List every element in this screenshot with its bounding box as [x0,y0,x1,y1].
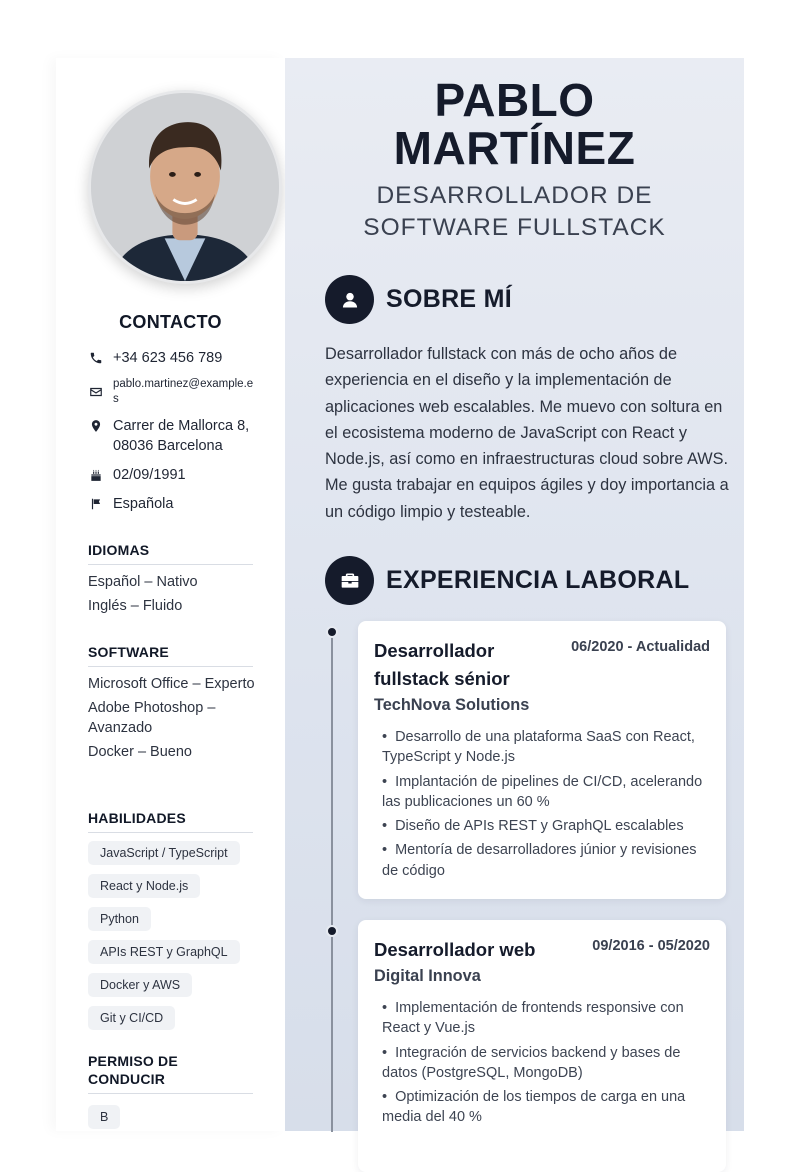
birthdate-text: 02/09/1991 [113,467,186,483]
license-chip: B [88,1105,120,1129]
skills-heading: HABILIDADES [88,809,253,833]
timeline-dot [326,925,338,937]
skill-chip: Docker y AWS [88,973,192,997]
experience-section-header [325,556,689,605]
job-card [358,621,726,899]
contact-address [88,416,256,456]
role-line-2: SOFTWARE FULLSTACK [363,214,666,241]
languages-list [88,572,256,620]
job-bullet: • Implementación de frontends responsive con React y Vue.js [382,1000,684,1037]
job-card [358,920,726,1172]
job-company: Digital Innova [374,967,481,985]
job-role [285,180,744,244]
experience-heading: EXPERIENCIA LABORAL [386,566,690,594]
skill-chip: Git y CI/CD [88,1006,175,1030]
job-dates: 06/2020 - Actualidad [571,639,710,655]
briefcase-icon [325,556,374,605]
job-bullet: • Mentoría de desarrolladores júnior y revisiones de código [382,842,697,879]
software-item: Docker – Bueno [88,744,192,760]
job-bullets [374,727,710,881]
about-section-header [325,275,512,324]
job-bullet: • Diseño de APIs REST y GraphQL escalables [382,818,684,835]
about-heading: SOBRE MÍ [386,285,513,313]
nationality-text: Española [113,496,174,512]
timeline-line [331,632,333,1132]
mail-icon [88,377,104,407]
timeline-dot [326,626,338,638]
contact-birthdate [88,465,256,485]
software-item: Microsoft Office – Experto [88,676,255,692]
contact-email [88,377,256,407]
job-dates: 09/2016 - 05/2020 [592,938,710,954]
software-list [88,674,256,766]
sidebar [56,58,285,1131]
address-line-1: Carrer de Mallorca 8, [113,418,250,434]
job-bullet: • Implantación de pipelines de CI/CD, acelerando las publicaciones un 60 % [382,773,703,810]
address-text [113,416,249,456]
job-title: Desarrollador web [374,939,536,960]
user-icon [325,275,374,324]
phone-text: +34 623 456 789 [113,350,223,366]
main-content [285,58,744,1131]
job-bullet: • Desarrollo de una plataforma SaaS con React, TypeScript y Node.js [382,729,695,766]
license-heading: PERMISO DE CONDUCIR [88,1052,253,1094]
skill-chip: JavaScript / TypeScript [88,841,240,865]
software-item: Adobe Photoshop – Avanzado [88,700,216,736]
location-pin-icon [88,416,104,436]
resume-page [56,58,744,1131]
address-line-2: 08036 Barcelona [113,438,223,454]
contact-heading: CONTACTO [119,312,222,332]
name-line-2: MARTÍNEZ [393,122,636,174]
email-text: pablo.martinez@example.es [113,378,254,405]
skill-chip: Python [88,907,151,931]
license-list [88,1105,263,1138]
about-text: Desarrollador fullstack con más de ocho años de experiencia en el diseño y la implementación de aplicaciones web escalables. Me muevo con soltura en el ecosistema moderno de JavaScript con React y Node.js, así como en infraestructuras cloud sobre AWS. Me gusta trabajar en equipos ágiles y doy importancia a un código limpio y testeable. [325,345,729,521]
contact-nationality [88,494,256,514]
role-line-1: DESARROLLADOR DE [376,182,653,209]
skills-list [88,841,263,1039]
phone-icon [88,348,104,368]
language-item: Inglés – Fluido [88,598,183,614]
profile-photo [91,93,279,281]
skill-chip: React y Node.js [88,874,200,898]
avatar [88,90,282,284]
skill-chip: APIs REST y GraphQL [88,940,240,964]
job-bullet: • Optimización de los tiempos de carga en una media del 40 % [382,1089,686,1126]
job-title: Desarrollador fullstack sénior [374,640,510,689]
job-bullets [374,998,710,1128]
job-company: TechNova Solutions [374,696,530,714]
software-heading: SOFTWARE [88,643,253,667]
language-item: Español – Nativo [88,574,198,590]
contact-list [88,348,256,523]
job-bullet: • Integración de servicios backend y bases de datos (PostgreSQL, MongoDB) [382,1044,681,1081]
birthday-cake-icon [88,465,104,485]
name-line-1: PABLO [434,74,595,126]
languages-heading: IDIOMAS [88,541,253,565]
contact-phone [88,348,256,368]
flag-icon [88,494,104,514]
person-name [285,76,744,172]
